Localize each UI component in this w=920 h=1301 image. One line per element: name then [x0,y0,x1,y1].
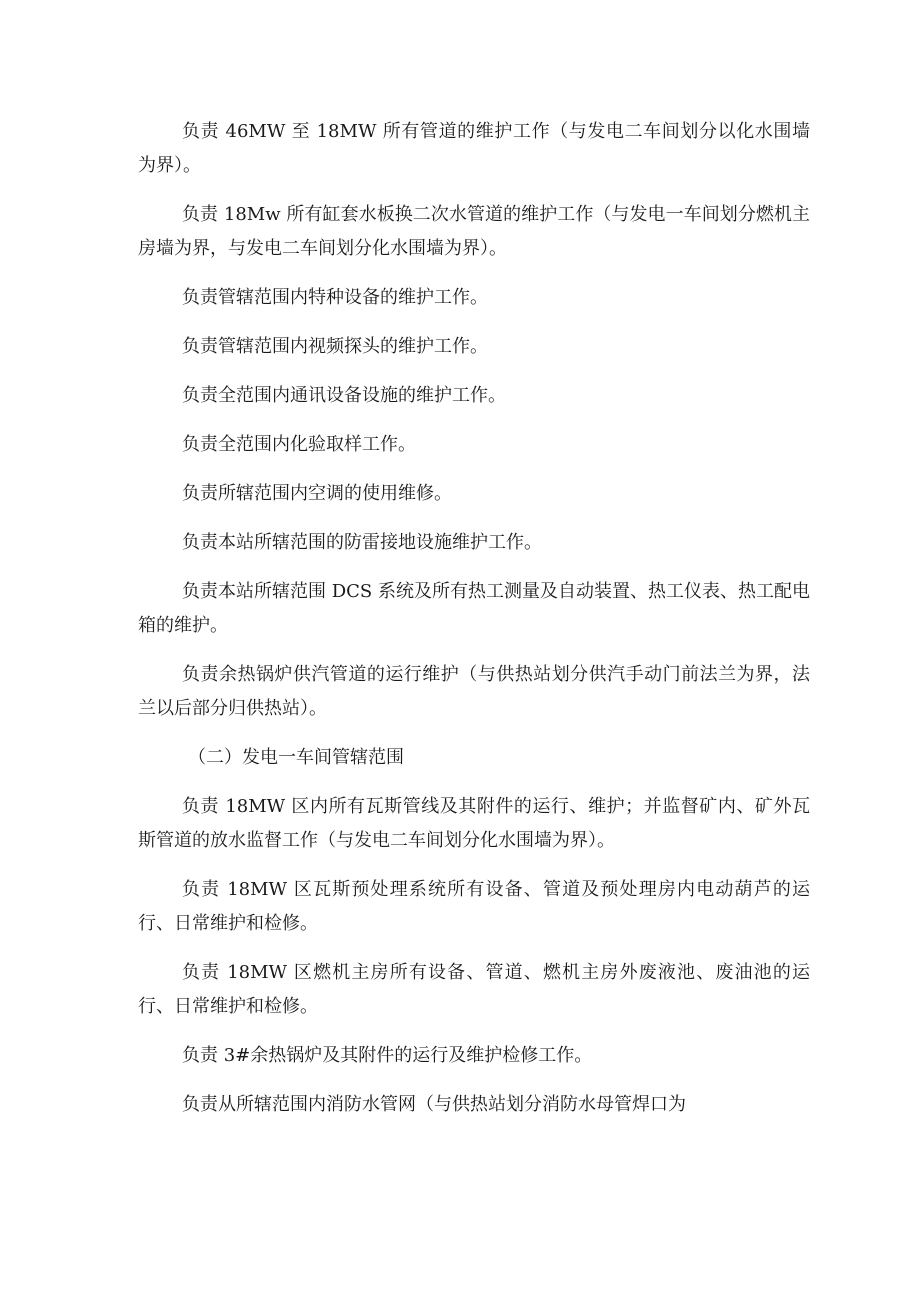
paragraph-4: 负责管辖范围内视频探头的维护工作。 [182,336,488,357]
section-paragraph-5: 负责从所辖范围内消防水管网（与供热站划分消防水母管焊口为 [182,1094,686,1115]
paragraph-5: 负责全范围内通讯设备设施的维护工作。 [182,385,506,406]
paragraph-8: 负责本站所辖范围的防雷接地设施维护工作。 [182,532,542,553]
paragraph-7: 负责所辖范围内空调的使用维修。 [182,483,452,504]
paragraph-10: 负责余热锅炉供汽管道的运行维护（与供热站划分供汽手动门前法兰为界，法兰以后部分归供热站）。 [138,664,810,719]
section-heading: （二）发电一车间管辖范围 [188,747,404,768]
paragraph-1: 负责 46MW 至 18MW 所有管道的维护工作（与发电二车间划分以化水围墙为界）。 [138,121,810,176]
section-paragraph-4: 负责 3#余热锅炉及其附件的运行及维护检修工作。 [182,1045,593,1066]
paragraph-2: 负责 18Mw 所有缸套水板换二次水管道的维护工作（与发电一车间划分燃机主房墙为界，与发电二车间划分化水围墙为界）。 [138,204,810,259]
paragraph-9: 负责本站所辖范围 DCS 系统及所有热工测量及自动装置、热工仪表、热工配电箱的维护。 [138,581,810,636]
paragraph-3: 负责管辖范围内特种设备的维护工作。 [182,287,488,308]
section-paragraph-3: 负责 18MW 区燃机主房所有设备、管道、燃机主房外废液池、废油池的运行、日常维护和检修。 [138,962,810,1017]
section-paragraph-1: 负责 18MW 区内所有瓦斯管线及其附件的运行、维护；并监督矿内、矿外瓦斯管道的放水监督工作（与发电二车间划分化水围墙为界）。 [138,796,810,851]
paragraph-6: 负责全范围内化验取样工作。 [182,434,416,455]
section-paragraph-2: 负责 18MW 区瓦斯预处理系统所有设备、管道及预处理房内电动葫芦的运行、日常维护和检修。 [138,879,810,934]
